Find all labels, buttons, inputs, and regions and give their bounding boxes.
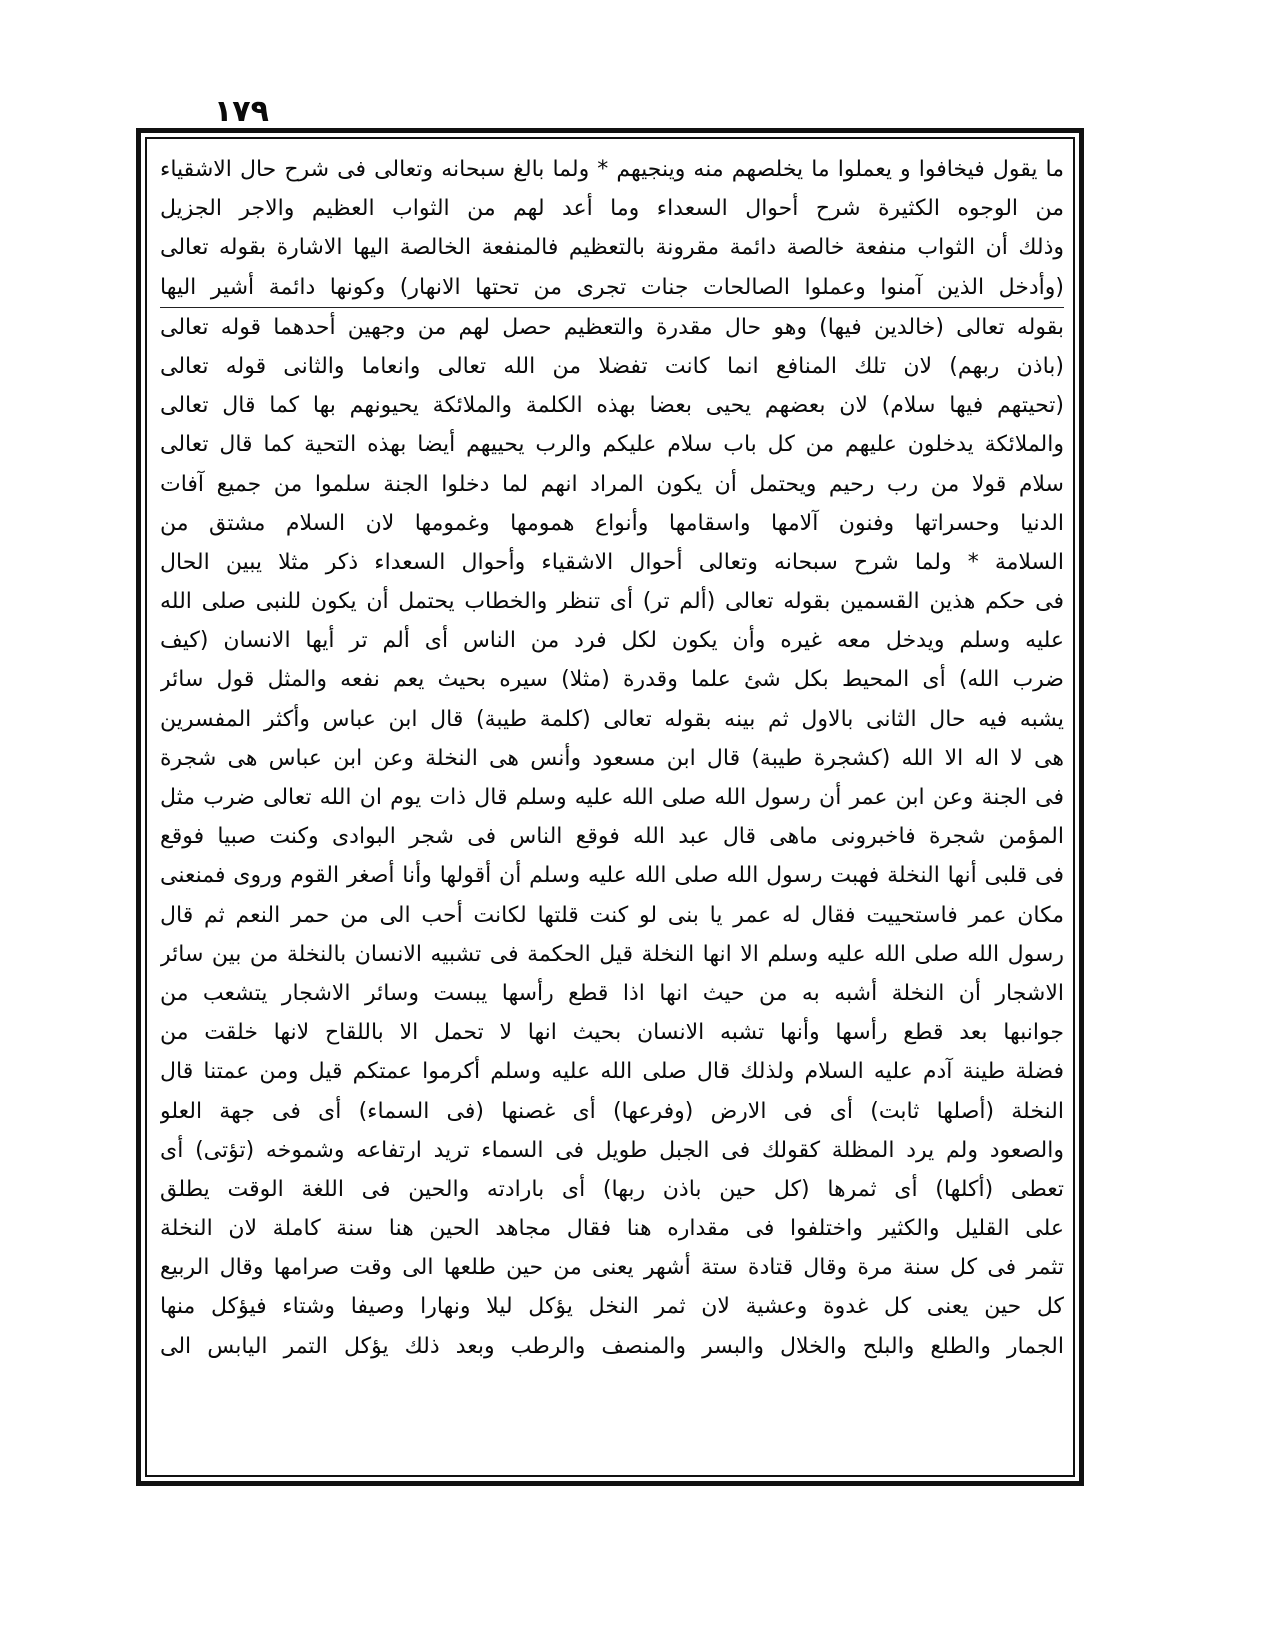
text-line: الدنيا وحسراتها وفنون آلامها واسقامها وأنواع همومها وغمومها لان السلام مشتق من [160, 510, 1064, 536]
text-line: يشبه فيه حال الثانى بالاول ثم بينه بقوله تعالى (كلمة طيبة) قال ابن عباس وأكثر المفسرين [160, 706, 1064, 732]
text-line: تعطى (أكلها) أى ثمرها (كل حين باذن ربها) أى بارادته والحين فى اللغة الوقت يطلق [160, 1176, 1064, 1202]
text-line: على القليل والكثير واختلفوا فى مقداره هنا فقال مجاهد الحين هنا سنة كاملة لان النخلة [160, 1216, 1064, 1242]
text-line: ما يقول فيخافوا و يعملوا ما يخلصهم منه وينجيهم * ولما بالغ سبحانه وتعالى فى شرح حال الاشقياء [160, 157, 1064, 182]
text-line: فى حكم هذين القسمين بقوله تعالى (ألم تر) أى تنظر والخطاب يحتمل أن يكون للنبى صلى الله [160, 589, 1064, 615]
text-line: هى لا اله الا الله (كشجرة طيبة) قال ابن مسعود وأنس هى النخلة وعن ابن عباس هى شجرة [160, 745, 1064, 771]
text-line: مكان عمر فاستحييت فقال له عمر يا بنى لو كنت قلتها لكانت أحب الى من حمر النعم ثم قال [160, 902, 1064, 928]
page-number: ١٧٩ [214, 94, 269, 129]
text-line: الجمار والطلع والبلح والخلال والبسر والمنصف والرطب وبعد ذلك يؤكل التمر اليابس الى [160, 1333, 1064, 1359]
text-line: فى قلبى أنها النخلة فهبت رسول الله صلى الله عليه وسلم أن أقولها وأنا أصغر القوم وروى فمنعنى [160, 863, 1064, 889]
text-line: والملائكة يدخلون عليهم من كل باب سلام عليكم والرب يحييهم أيضا بهذه التحية كما قال تعالى [160, 432, 1064, 458]
text-line: جوانبها بعد قطع رأسها وأنها تشبه الانسان بحيث انها لا تحمل الا باللقاح لانها خلقت من [160, 1020, 1064, 1046]
text-line: رسول الله صلى الله عليه وسلم الا انها النخلة قيل الحكمة فى تشبيه الانسان بالنخلة من بين سائر [160, 941, 1064, 967]
text-line: والصعود ولم يرد المظلة كقولك فى الجبل طويل فى السماء تريد ارتفاعه وشموخه (تؤتى) أى [160, 1137, 1064, 1163]
text-line: فى الجنة وعن ابن عمر أن رسول الله صلى الله عليه وسلم قال ذات يوم ان الله تعالى ضرب مثل [160, 785, 1064, 810]
text-line: من الوجوه الكثيرة شرح أحوال السعداء وما أعد لهم من الثواب العظيم والاجر الجزيل [160, 196, 1064, 222]
text-line: وذلك أن الثواب منفعة خالصة دائمة مقرونة بالتعظيم فالمنفعة الخالصة اليها الاشارة بقوله تعالى [160, 235, 1064, 261]
text-line: تثمر فى كل سنة مرة وقال قتادة ستة أشهر يعنى من حين طلعها الى وقت صرامها وقال الربيع [160, 1255, 1064, 1281]
text-line: (تحيتهم فيها سلام) لان بعضهم يحيى بعضا بهذه الكلمة والملائكة يحيونهم بها كما قال تعالى [160, 393, 1064, 419]
text-line: فضلة طينة آدم عليه السلام ولذلك قال صلى الله عليه وسلم أكرموا عمتكم قيل ومن عمتنا قال [160, 1059, 1064, 1085]
text-line: سلام قولا من رب رحيم ويحتمل أن يكون المراد انهم لما دخلوا الجنة سلموا من جميع آفات [160, 471, 1064, 497]
text-line: كل حين يعنى كل غدوة وعشية لان ثمر النخل يؤكل ليلا ونهارا وصيفا وشتاء فيؤكل منها [160, 1294, 1064, 1320]
text-line: ضرب الله) أى المحيط بكل شئ علما وقدرة (مثلا) سيره بحيث يعم نفعه والمثل قول سائر [160, 667, 1064, 693]
text-line: الاشجار أن النخلة أشبه به من حيث انها اذا قطع رأسها يبست وسائر الاشجار يتشعب من [160, 980, 1064, 1006]
text-line: السلامة * ولما شرح سبحانه وتعالى أحوال الاشقياء وأحوال السعداء ذكر مثلا يبين الحال [160, 549, 1064, 575]
text-line: عليه وسلم ويدخل معه غيره وأن يكون لكل فرد من الناس أى ألم تر أيها الانسان (كيف [160, 628, 1064, 654]
text-line: المؤمن شجرة فاخبرونى ماهى قال عبد الله فوقع الناس فى شجر البوادى وكنت صبيا فوقع [160, 824, 1064, 850]
main-text-block [160, 150, 1064, 1470]
text-line: النخلة (أصلها ثابت) أى فى الارض (وفرعها) أى غصنها (فى السماء) أى فى جهة العلو [160, 1098, 1064, 1124]
text-line: بقوله تعالى (خالدين فيها) وهو حال مقدرة والتعظيم حصل لهم من وجهين أحدهما قوله تعالى [160, 314, 1064, 340]
text-line: (وأدخل الذين آمنوا وعملوا الصالحات جنات تجرى من تحتها الانهار) وكونها دائمة أشير اليها [160, 268, 1064, 308]
text-line: (باذن ربهم) لان تلك المنافع انما كانت تفضلا من الله تعالى وانعاما والثانى قوله تعالى [160, 353, 1064, 379]
